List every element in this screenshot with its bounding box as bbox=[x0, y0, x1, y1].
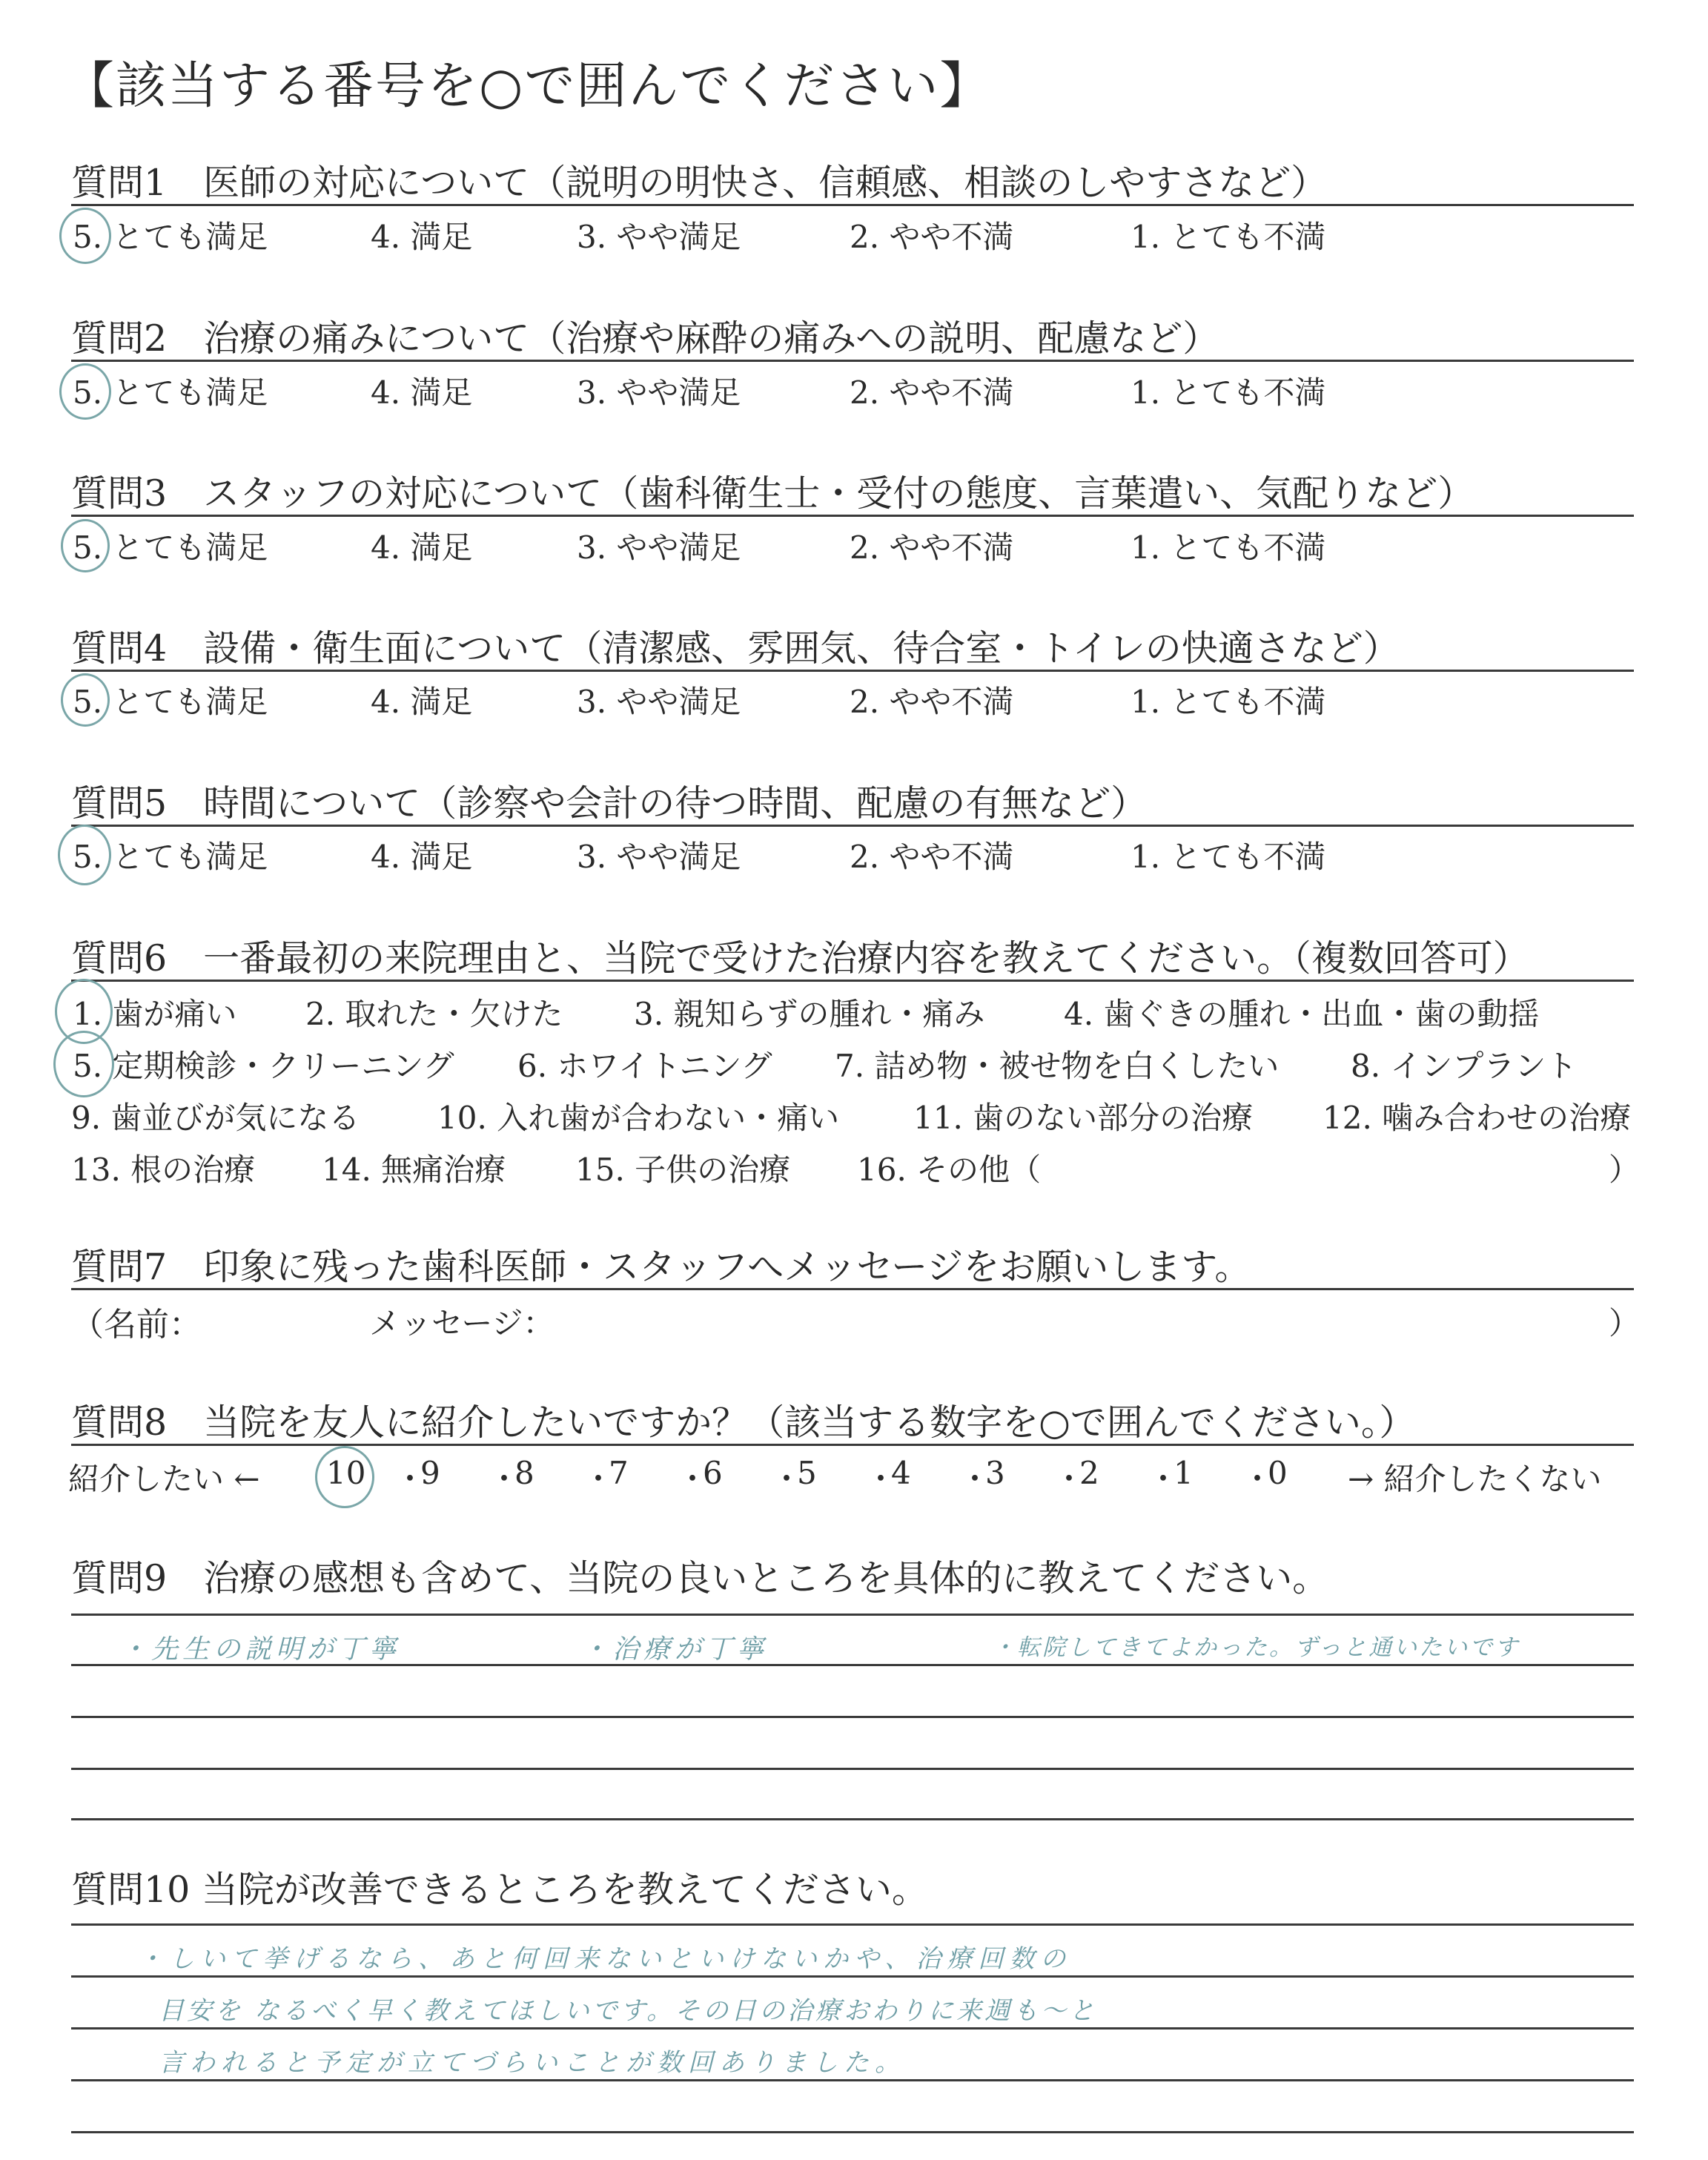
q9-handwritten-answer: ・転院してきてよかった。ずっと通いたいです bbox=[992, 1634, 1520, 1661]
q4-option-2[interactable]: 2. やや不満 bbox=[850, 684, 1014, 720]
question-9-title: 質問9 治療の感想も含めて、当院の良いところを具体的に教えてください。 bbox=[71, 1557, 1329, 1599]
q6-option-15[interactable]: 15. 子供の治療 bbox=[575, 1152, 791, 1188]
scale-value-9[interactable]: 9 bbox=[420, 1455, 440, 1491]
q5-option-3[interactable]: 3. やや満足 bbox=[577, 839, 741, 875]
scale-value-3[interactable]: 3 bbox=[985, 1455, 1005, 1491]
scale-separator: ・ bbox=[677, 1461, 709, 1497]
scale-separator: ・ bbox=[1242, 1461, 1274, 1497]
scale-separator: ・ bbox=[394, 1461, 426, 1497]
q10-handwritten-answer: 言われると予定が立てづらいことが数回ありました。 bbox=[159, 2048, 906, 2078]
scale-separator: ・ bbox=[959, 1461, 991, 1497]
scale-value-2[interactable]: 2 bbox=[1079, 1455, 1099, 1491]
q6-option-12[interactable]: 12. 噛み合わせの治療 bbox=[1323, 1100, 1632, 1136]
q5-option-4[interactable]: 4. 満足 bbox=[371, 839, 473, 875]
scale-separator: ・ bbox=[1053, 1461, 1085, 1497]
question-10-title: 質問10 当院が改善できるところを教えてください。 bbox=[71, 1869, 928, 1911]
q3-option-1[interactable]: 1. とても不満 bbox=[1131, 529, 1326, 566]
q9-answer-line bbox=[71, 1614, 1634, 1616]
question-3-title: 質問3 スタッフの対応について（歯科衛生士・受付の態度、言葉遣い、気配りなど） bbox=[71, 472, 1474, 515]
question-7-rule bbox=[71, 1288, 1634, 1290]
q2-option-3[interactable]: 3. やや満足 bbox=[577, 374, 741, 411]
question-5-rule bbox=[71, 825, 1634, 827]
question-2-rule bbox=[71, 360, 1634, 362]
scale-value-8[interactable]: 8 bbox=[514, 1455, 534, 1491]
q6-option-10[interactable]: 10. 入れ歯が合わない・痛い bbox=[437, 1100, 840, 1136]
q1-option-4[interactable]: 4. 満足 bbox=[371, 219, 473, 255]
q7-close-paren: ） bbox=[1609, 1305, 1641, 1341]
q2-option-5[interactable]: 5. とても満足 bbox=[73, 374, 268, 411]
question-6-rule bbox=[71, 980, 1634, 982]
q4-option-4[interactable]: 4. 満足 bbox=[371, 684, 473, 720]
scale-separator: ・ bbox=[865, 1461, 897, 1497]
q2-option-2[interactable]: 2. やや不満 bbox=[850, 374, 1014, 411]
q6-option-3[interactable]: 3. 親知らずの腫れ・痛み bbox=[634, 996, 985, 1032]
q9-answer-line bbox=[71, 1768, 1634, 1770]
q9-handwritten-answer: ・治療が丁寧 bbox=[581, 1634, 769, 1665]
survey-heading: 【該当する番号を○で囲んでください】 bbox=[64, 57, 992, 116]
q6-option-9[interactable]: 9. 歯並びが気になる bbox=[71, 1100, 360, 1136]
q10-answer-line bbox=[71, 2131, 1634, 2133]
question-3-rule bbox=[71, 515, 1634, 517]
q9-answer-line bbox=[71, 1716, 1634, 1718]
question-8-rule bbox=[71, 1444, 1634, 1446]
scale-value-1[interactable]: 1 bbox=[1174, 1455, 1194, 1491]
q5-option-1[interactable]: 1. とても不満 bbox=[1131, 839, 1326, 875]
q7-name-label: （名前： bbox=[71, 1306, 202, 1344]
scale-separator: ・ bbox=[1148, 1461, 1179, 1497]
q10-handwritten-answer: 目安を なるべく早く教えてほしいです。その日の治療おわりに来週も〜と bbox=[159, 1996, 1098, 2026]
question-1-rule bbox=[71, 204, 1634, 206]
question-4-rule bbox=[71, 670, 1634, 672]
scale-value-6[interactable]: 6 bbox=[703, 1455, 723, 1491]
q6-option-7[interactable]: 7. 詰め物・被せ物を白くしたい bbox=[835, 1048, 1280, 1084]
q8-left-label: 紹介したい ← bbox=[68, 1461, 260, 1497]
q6-option-16-other[interactable]: 16. その他（ bbox=[857, 1152, 1042, 1188]
q4-option-1[interactable]: 1. とても不満 bbox=[1131, 684, 1326, 720]
q10-answer-line bbox=[71, 2079, 1634, 2081]
scale-value-0[interactable]: 0 bbox=[1268, 1455, 1288, 1491]
q10-answer-line bbox=[71, 1923, 1634, 1926]
q6-option-4[interactable]: 4. 歯ぐきの腫れ・出血・歯の動揺 bbox=[1064, 996, 1540, 1032]
scale-separator: ・ bbox=[489, 1461, 520, 1497]
q10-answer-line bbox=[71, 2027, 1634, 2029]
q6-option-2[interactable]: 2. 取れた・欠けた bbox=[305, 996, 563, 1032]
q9-answer-line bbox=[71, 1818, 1634, 1820]
question-6-title: 質問6 一番最初の来院理由と、当院で受けた治療内容を教えてください。（複数回答可） bbox=[71, 937, 1529, 980]
q9-handwritten-answer: ・先生の説明が丁寧 bbox=[120, 1634, 401, 1665]
q6-option-6[interactable]: 6. ホワイトニング bbox=[517, 1048, 772, 1084]
question-5-title: 質問5 時間について（診察や会計の待つ時間、配慮の有無など） bbox=[71, 782, 1148, 825]
q4-option-3[interactable]: 3. やや満足 bbox=[577, 684, 741, 720]
q1-option-5[interactable]: 5. とても満足 bbox=[73, 219, 268, 255]
q6-option-13[interactable]: 13. 根の治療 bbox=[71, 1152, 256, 1188]
q2-option-4[interactable]: 4. 満足 bbox=[371, 374, 473, 411]
q5-option-5[interactable]: 5. とても満足 bbox=[73, 839, 268, 875]
q5-option-2[interactable]: 2. やや不満 bbox=[850, 839, 1014, 875]
q6-option-8[interactable]: 8. インプラント bbox=[1351, 1048, 1578, 1084]
scale-value-5[interactable]: 5 bbox=[797, 1455, 817, 1491]
q8-right-label: → 紹介したくない bbox=[1348, 1461, 1602, 1497]
q6-option-5[interactable]: 5. 定期検診・クリーニング bbox=[73, 1048, 454, 1084]
q1-option-2[interactable]: 2. やや不満 bbox=[850, 219, 1014, 255]
scale-value-10[interactable]: 10 bbox=[326, 1455, 366, 1491]
question-8-title: 質問8 当院を友人に紹介したいですか？（該当する数字を○で囲んでください。） bbox=[71, 1401, 1416, 1444]
scale-separator: ・ bbox=[583, 1461, 615, 1497]
q1-option-3[interactable]: 3. やや満足 bbox=[577, 219, 741, 255]
scale-separator: ・ bbox=[771, 1461, 803, 1497]
q3-option-4[interactable]: 4. 満足 bbox=[371, 529, 473, 566]
q1-option-1[interactable]: 1. とても不満 bbox=[1131, 219, 1326, 255]
scale-value-7[interactable]: 7 bbox=[609, 1455, 629, 1491]
q10-answer-line bbox=[71, 1975, 1634, 1978]
q3-option-5[interactable]: 5. とても満足 bbox=[73, 529, 268, 566]
q2-option-1[interactable]: 1. とても不満 bbox=[1131, 374, 1326, 411]
q10-handwritten-answer: ・しいて挙げるなら、あと何回来ないといけないかや、治療回数の bbox=[138, 1944, 1072, 1974]
question-4-title: 質問4 設備・衛生面について（清潔感、雰囲気、待合室・トイレの快適さなど） bbox=[71, 627, 1400, 670]
scale-value-4[interactable]: 4 bbox=[891, 1455, 911, 1491]
q6-option-11[interactable]: 11. 歯のない部分の治療 bbox=[913, 1100, 1254, 1136]
question-7-title: 質問7 印象に残った歯科医師・スタッフへメッセージをお願いします。 bbox=[71, 1246, 1251, 1288]
q7-message-label: メッセージ： bbox=[369, 1305, 555, 1341]
q6-option-1[interactable]: 1. 歯が痛い bbox=[73, 996, 237, 1032]
q3-option-2[interactable]: 2. やや不満 bbox=[850, 529, 1014, 566]
question-2-title: 質問2 治療の痛みについて（治療や麻酔の痛みへの説明、配慮など） bbox=[71, 317, 1219, 360]
question-1-title: 質問1 医師の対応について（説明の明快さ、信頼感、相談のしやすさなど） bbox=[71, 162, 1328, 204]
q4-option-5[interactable]: 5. とても満足 bbox=[73, 684, 268, 720]
q3-option-3[interactable]: 3. やや満足 bbox=[577, 529, 741, 566]
q6-other-close-paren: ） bbox=[1609, 1152, 1641, 1188]
q6-option-14[interactable]: 14. 無痛治療 bbox=[322, 1152, 506, 1188]
